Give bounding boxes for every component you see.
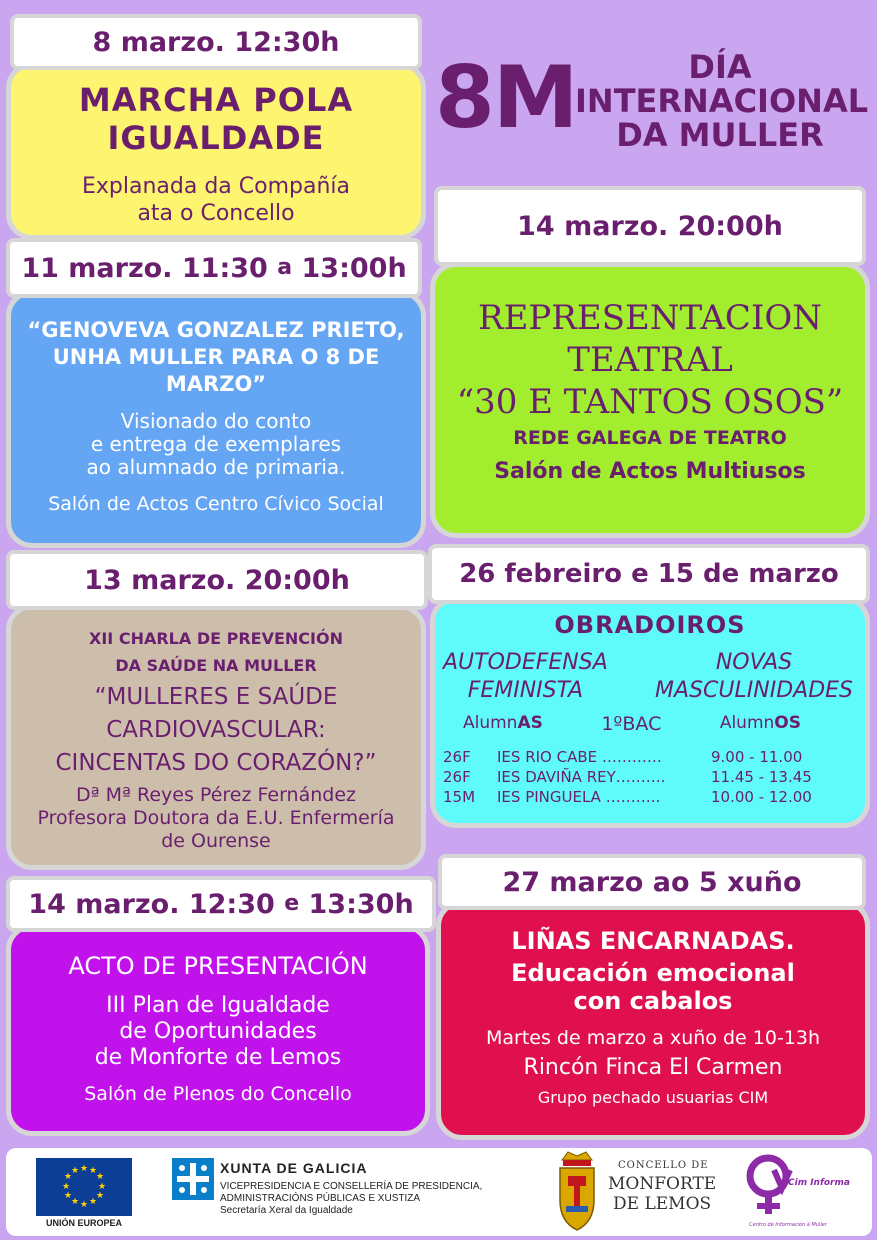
schedule-time: 9.00 - 11.00	[711, 748, 803, 766]
xunta-department	[220, 1181, 482, 1217]
event-genoveva-date	[6, 238, 422, 298]
event-linas-box	[436, 900, 870, 1140]
svg-text:★: ★	[70, 1166, 80, 1176]
eu-label: UNIÓN EUROPEA	[45, 1218, 122, 1228]
aud-right-prefix: Alumn	[719, 713, 775, 733]
header-title-line-3: DA MULLER	[616, 116, 824, 154]
event-teatro-title-line-1: REPRESENTACION	[477, 298, 823, 338]
event-obradoiros-box	[430, 596, 870, 828]
event-marcha-place-line-2: ata o Concello	[137, 201, 295, 226]
event-charla-box	[6, 604, 426, 870]
event-obradoiros-audience-left	[463, 713, 543, 735]
event-plan-igualdade-desc-line-1: III Plan de Igualdade	[106, 993, 330, 1018]
event-linas-note: Grupo pechado usuarias CIM	[537, 1088, 769, 1107]
svg-text:★: ★	[88, 1166, 98, 1176]
event-obradoiros-audience-mid: 1ºBAC	[601, 713, 662, 735]
event-teatro-company: REDE GALEGA DE TEATRO	[513, 427, 787, 449]
schedule-school: IES DAVIÑA REY……….	[497, 768, 666, 786]
event-teatro-date: 14 marzo. 20:00h	[434, 186, 866, 266]
event-genoveva-desc-line-2: e entrega de exemplares	[90, 432, 342, 456]
event-teatro-box	[430, 262, 870, 538]
event-plan-igualdade-date-start: 14 marzo. 12:30	[28, 888, 285, 920]
event-charla-title-line-3: CINCENTAS DO CORAZÓN?”	[55, 750, 377, 776]
event-charla-speaker-line-1: Dª Mª Reyes Pérez Fernández	[76, 784, 356, 806]
event-charla-speaker-line-2: Profesora Doutora da E.U. Enfermería	[37, 807, 395, 829]
event-charla-date: 13 marzo. 20:00h	[6, 550, 428, 610]
event-obradoiros-left-line-2: FEMINISTA	[467, 678, 584, 703]
svg-text:★: ★	[95, 1191, 105, 1201]
event-genoveva-title	[11, 317, 421, 398]
schedule-code: 26F	[443, 768, 471, 786]
cim-caption: Centro de Información á Muller	[749, 1222, 827, 1228]
svg-text:★: ★	[79, 1164, 89, 1174]
event-plan-igualdade-title: ACTO DE PRESENTACIÓN	[68, 952, 368, 980]
event-plan-igualdade-desc-line-2: de Oportunidades	[119, 1019, 317, 1044]
event-obradoiros-right-line-2: MASCULINIDADES	[655, 678, 853, 703]
event-genoveva-desc-line-3: ao alumnado de primaria.	[86, 455, 346, 479]
event-obradoiros-right	[655, 649, 853, 705]
schedule-code: 15M	[443, 788, 476, 806]
event-genoveva-date-end: 13:00h	[292, 252, 407, 284]
event-obradoiros-schedule	[435, 747, 865, 807]
schedule-row	[443, 767, 865, 787]
event-genoveva-desc-line-1: Visionado do conto	[120, 409, 312, 433]
event-linas-when: Martes de marzo a xuño de 10-13h	[485, 1027, 821, 1049]
schedule-time: 11.45 - 13.45	[711, 768, 812, 786]
xunta-cross-icon	[172, 1158, 214, 1200]
schedule-time: 10.00 - 12.00	[711, 788, 812, 806]
event-marcha-title-line-1: MARCHA POLA	[78, 81, 354, 119]
crest-icon	[554, 1148, 600, 1234]
event-plan-igualdade-desc-line-3: de Monforte de Lemos	[94, 1045, 342, 1070]
svg-text:★: ★	[61, 1182, 71, 1192]
event-teatro-title	[435, 297, 865, 423]
event-genoveva-desc	[11, 410, 421, 479]
aud-left-prefix: Alumn	[463, 713, 518, 733]
event-plan-igualdade-date	[6, 876, 436, 932]
xunta-logo-mark	[172, 1158, 214, 1200]
event-genoveva-title-line-2: UNHA MULLER PARA O 8 DE	[52, 345, 380, 369]
eu-logo	[36, 1158, 132, 1216]
event-marcha-date: 8 marzo. 12:30h	[10, 14, 422, 70]
event-obradoiros-left	[443, 649, 608, 705]
event-genoveva-date-connector: a	[277, 255, 293, 280]
event-charla-title	[11, 681, 421, 780]
xunta-department-line-1: VICEPRESIDENCIA E CONSELLERÍA DE PRESIDENCIA,	[220, 1181, 483, 1192]
footer-logos	[6, 1148, 872, 1236]
xunta-department-line-3: Secretaría Xeral da Igualdade	[220, 1205, 353, 1216]
svg-text:★: ★	[63, 1191, 73, 1201]
header-title-line-2: INTERNACIONAL	[575, 82, 869, 120]
aud-right-suffix: OS	[774, 713, 801, 733]
big-8m-heading: 8M	[435, 48, 577, 148]
event-linas-subtitle-line-2: con cabalos	[573, 987, 733, 1015]
xunta-name: XUNTA DE GALICIA	[220, 1160, 368, 1176]
schedule-code: 26F	[443, 748, 471, 766]
event-linas-subtitle-line-1: Educación emocional	[511, 959, 795, 987]
svg-text:★: ★	[95, 1172, 105, 1182]
event-genoveva-title-line-1: “GENOVEVA GONZALEZ PRIETO,	[27, 318, 405, 342]
event-plan-igualdade-place: Salón de Plenos do Concello	[84, 1083, 352, 1105]
event-obradoiros-right-line-1: NOVAS	[715, 650, 793, 675]
concello-name-line-2: DE LEMOS	[613, 1194, 712, 1214]
xunta-department-line-2: ADMINISTRACIÓNS PÚBLICAS E XUSTIZA	[220, 1193, 421, 1204]
svg-text:★: ★	[63, 1172, 73, 1182]
concello-crest	[554, 1148, 600, 1234]
event-obradoiros-left-line-1: AUTODEFENSA	[443, 650, 608, 675]
event-marcha-title	[11, 81, 421, 157]
event-charla-speaker-line-3: de Ourense	[161, 830, 271, 852]
event-genoveva-title-line-3: MARZO”	[165, 372, 267, 396]
schedule-school: IES RIO CABE …………	[497, 748, 662, 766]
event-plan-igualdade-date-end: 13:30h	[299, 888, 414, 920]
event-teatro-place: Salón de Actos Multiusos	[494, 459, 806, 484]
event-charla-subtitle-line-2: DA SAÚDE NA MULLER	[115, 656, 317, 675]
event-teatro-title-line-2: TEATRAL	[567, 340, 733, 380]
cim-logo-text: Cim Informa	[788, 1178, 850, 1188]
concello-small-label: CONCELLO DE	[618, 1160, 709, 1171]
event-obradoiros-workshops	[435, 649, 865, 705]
event-marcha-place-line-1: Explanada da Compañía	[81, 174, 351, 199]
event-obradoiros-audience	[435, 713, 865, 735]
schedule-school: IES PINGUELA ………..	[497, 788, 661, 806]
event-charla-speaker	[11, 784, 421, 853]
event-charla-title-line-1: “MULLERES E SAÚDE	[94, 684, 338, 710]
event-linas-date: 27 marzo ao 5 xuño	[438, 854, 866, 910]
event-teatro-title-line-3: “30 E TANTOS OSOS”	[456, 382, 844, 422]
event-genoveva-date-start: 11 marzo. 11:30	[21, 252, 278, 284]
eu-flag-icon	[36, 1158, 132, 1216]
event-plan-igualdade-date-connector: e	[284, 891, 300, 916]
event-linas-title: LIÑAS ENCARNADAS.	[511, 927, 795, 955]
event-linas-place: Rincón Finca El Carmen	[523, 1055, 783, 1080]
event-charla-title-line-2: CARDIOVASCULAR:	[106, 717, 326, 743]
event-obradoiros-date: 26 febreiro e 15 de marzo	[428, 544, 870, 604]
event-obradoiros-title: OBRADOIROS	[554, 611, 746, 639]
event-marcha-place	[11, 173, 421, 227]
aud-left-suffix: AS	[517, 713, 543, 733]
event-obradoiros-audience-right	[720, 713, 801, 735]
header-title	[575, 48, 869, 154]
event-genoveva-box	[6, 290, 426, 548]
svg-text:★: ★	[70, 1197, 80, 1207]
header-title-line-1: DÍA	[688, 48, 752, 86]
event-genoveva-place: Salón de Actos Centro Cívico Social	[48, 493, 384, 515]
event-charla-subtitle	[11, 625, 421, 679]
svg-text:★: ★	[88, 1197, 98, 1207]
event-marcha-title-line-2: IGUALDADE	[107, 119, 325, 157]
event-plan-igualdade-box	[6, 924, 430, 1136]
svg-text:★: ★	[79, 1200, 89, 1210]
event-linas-subtitle	[441, 959, 865, 1015]
event-plan-igualdade-desc	[11, 993, 425, 1071]
schedule-row	[443, 747, 865, 767]
event-charla-subtitle-line-1: XII CHARLA DE PREVENCIÓN	[89, 629, 343, 648]
svg-text:★: ★	[97, 1182, 107, 1192]
concello-name	[608, 1174, 716, 1214]
event-marcha-box	[6, 62, 426, 240]
concello-name-line-1: MONFORTE	[608, 1174, 717, 1194]
schedule-row	[443, 787, 865, 807]
